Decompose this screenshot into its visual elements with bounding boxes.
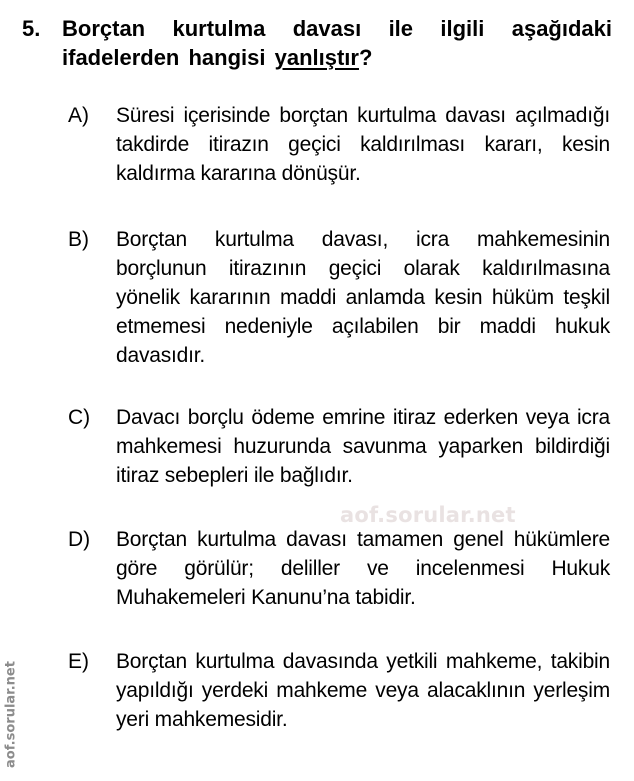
question-block bbox=[22, 14, 612, 72]
question-emphasis: yanlıştır bbox=[274, 45, 359, 70]
option-e[interactable] bbox=[68, 647, 610, 734]
option-text: Borçtan kurtulma davasında yetkili mahkeme, takibin yapıldığı yerdeki mahkeme veya alacaklının yerleşim yeri mahkemesidir. bbox=[116, 650, 610, 731]
option-c[interactable] bbox=[68, 403, 610, 490]
question-number: 5. bbox=[22, 16, 41, 41]
option-text: Borçtan kurtulma davası tamamen genel hükümlere göre görülür; deliller ve incelenmesi Hukuk Muhakemeleri Kanunu’na tabidir. bbox=[116, 528, 610, 609]
question-text: Borçtan kurtulma davası ile ilgili aşağıdaki ifadelerden hangisi bbox=[62, 16, 612, 70]
option-a[interactable] bbox=[68, 101, 610, 188]
option-d[interactable] bbox=[68, 525, 610, 612]
option-letter: B) bbox=[68, 228, 89, 251]
watermark-side: aof.sorular.net bbox=[3, 661, 19, 768]
question-stem bbox=[62, 14, 612, 72]
option-text: Davacı borçlu ödeme emrine itiraz ederken veya icra mahkemesi huzurunda savunma yaparken bildirdiği itiraz sebepleri ile bağlıdır. bbox=[116, 406, 610, 487]
option-text: Borçtan kurtulma davası, icra mahkemesinin borçlunun itirazının geçici olarak kaldırılmasına yönelik kararının maddi anlamda kesin hüküm teşkil etmemesi nedeniyle açılabilen bir maddi hukuk davasıdır. bbox=[116, 228, 610, 367]
option-letter: C) bbox=[68, 406, 91, 429]
option-letter: D) bbox=[68, 528, 91, 551]
option-text: Süresi içerisinde borçtan kurtulma davası açılmadığı takdirde itirazın geçici kaldırılması kararı, kesin kaldırma kararına dönüşür. bbox=[116, 104, 610, 185]
option-letter: E) bbox=[68, 650, 89, 673]
question-mark: ? bbox=[358, 45, 373, 70]
watermark-center: aof.sorular.net bbox=[340, 503, 516, 527]
option-b[interactable] bbox=[68, 225, 610, 370]
option-letter: A) bbox=[68, 104, 89, 127]
